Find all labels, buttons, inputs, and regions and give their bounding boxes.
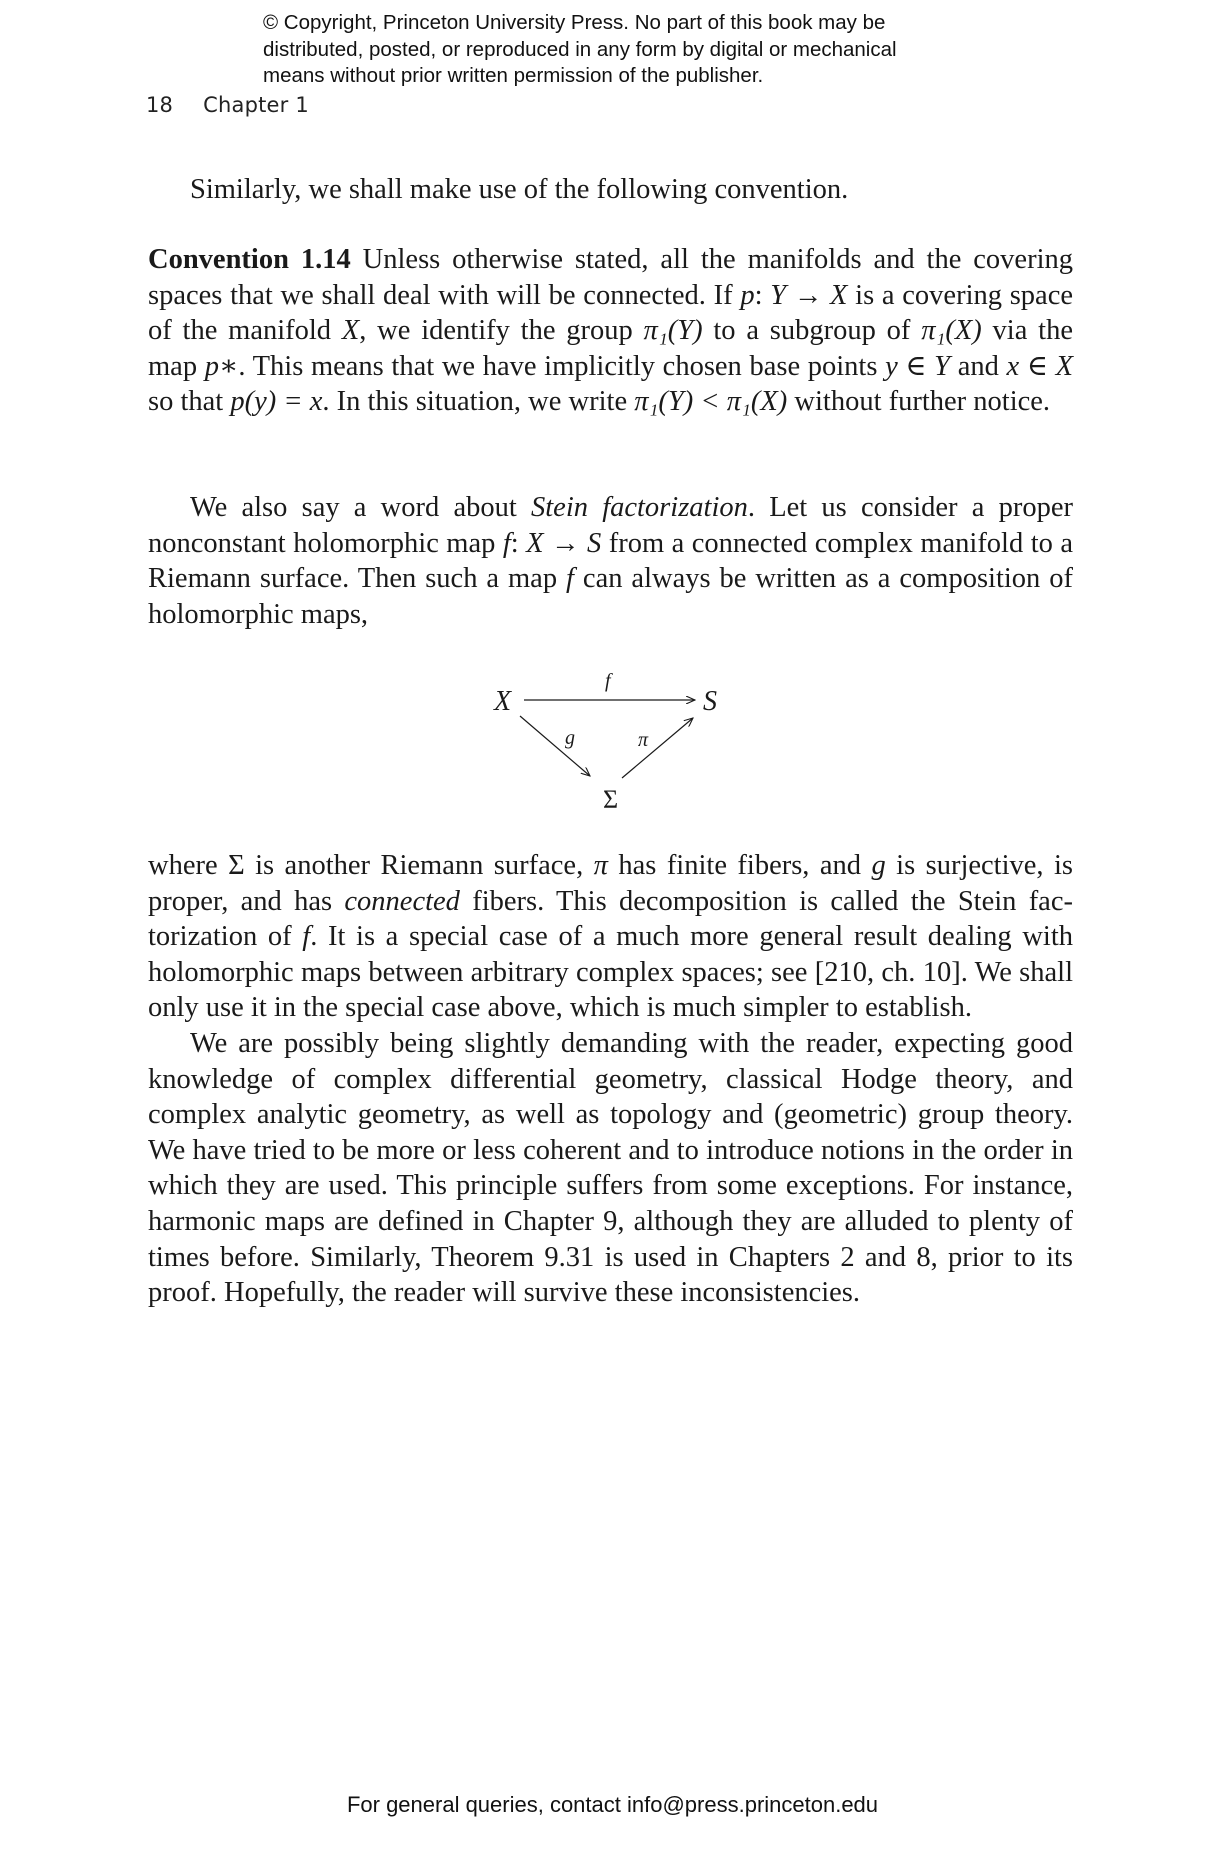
math: f: [502, 527, 511, 559]
math: x ∈ X: [1006, 350, 1073, 382]
math: y ∈ Y: [885, 350, 951, 382]
stein-explanation-paragraph: [148, 848, 1073, 1026]
text: →: [786, 279, 831, 311]
math: p(y) = x: [230, 386, 323, 418]
convention-label: Convention 1.14: [148, 244, 351, 275]
text: via the map: [148, 315, 1073, 382]
label-f: f: [605, 670, 611, 692]
copyright-line-1: © Copyright, Princeton University Press. No part of this book may be: [263, 11, 886, 34]
text: :: [754, 279, 771, 311]
copyright-line-2: distributed, posted, or reproduced in any form by digital or mechanical: [263, 37, 897, 61]
emphasis: Stein factorization: [531, 492, 748, 523]
text: is surjective, is proper, and has: [148, 850, 1074, 917]
math: π₁(X): [921, 315, 982, 347]
math: p: [740, 279, 755, 311]
text: fibers. This decomposition is called the Stein factorization of: [148, 885, 1073, 953]
arrow-pi: [622, 718, 693, 778]
text: has finite fibers, and: [607, 850, 872, 881]
text: without further notice.: [787, 386, 1051, 418]
copyright-notice: [263, 10, 983, 90]
text: to a subgroup of: [702, 315, 922, 347]
math: π₁(Y): [643, 315, 703, 347]
text: . This means that we have implicitly chosen base points: [238, 350, 886, 382]
math: p∗: [204, 350, 239, 382]
convention-paragraph: [148, 242, 1073, 420]
math: π: [593, 850, 608, 881]
running-head: [146, 93, 309, 117]
text: so that: [148, 386, 231, 418]
text: where Σ is another Riemann surface,: [148, 850, 594, 881]
math: Y: [770, 279, 787, 311]
node-Sigma: Σ: [603, 785, 619, 814]
text: . In this situation, we write: [322, 386, 635, 418]
page-number: 18: [146, 93, 174, 117]
text: from a connected complex manifold to a Riemann surface. Then such a map: [148, 527, 1073, 595]
emphasis: connected: [344, 885, 460, 917]
stein-factorization-diagram: [470, 660, 750, 820]
text: , we identify the group: [359, 315, 644, 347]
text: Unless otherwise stated, all the manifolds and the covering spaces that we shall deal with will be connected. If: [148, 244, 1073, 311]
math: g: [871, 850, 886, 881]
intro-paragraph-block: [148, 172, 1073, 208]
text: . Let us consider a proper nonconstant holomorphic map: [148, 492, 1073, 559]
arrow-g: [520, 716, 590, 776]
label-pi: π: [638, 729, 649, 751]
reader-note-paragraph: We are possibly being slightly demanding with the reader, expecting good knowledge of complex differential geometry, classical Hodge theory, and complex analytic geometry, as well as topology and (geometric) group theory. We have tried to be more or less coherent and to introduce notions in the order in which they are used. This principle suffers from some exceptions. For instance, harmonic maps are defined in Chapter 9, although they are alluded to plenty of times before. Similarly, Theorem 9.31 is used in Chapters 2 and 8, prior to its proof. Hopefully, the reader will survive these inconsistencies.: [148, 1027, 1073, 1309]
node-X: X: [494, 686, 512, 717]
convention-block: [148, 242, 1073, 420]
text: is a covering space of the manifold: [148, 279, 1073, 347]
stein-block: [148, 490, 1073, 632]
main-text-block: [148, 848, 1073, 1311]
math: X: [830, 279, 848, 311]
text: . It is a special case of a much more general result dealing with holomorphic maps between arbitrary complex spaces; see [210, ch. 10]. We shall only use it in the special case above, which is much simpler to establish.: [148, 921, 1073, 1024]
stein-paragraph: [148, 490, 1073, 632]
math: f: [566, 563, 574, 595]
node-S: S: [703, 686, 717, 717]
math: X → S: [526, 527, 602, 559]
text: can always be written as a composition of holomorphic maps,: [148, 563, 1073, 630]
math: X: [341, 315, 360, 347]
label-g: g: [565, 727, 575, 749]
intro-paragraph: Similarly, we shall make use of the following convention.: [190, 174, 849, 205]
copyright-line-3: means without prior written permission of the publisher.: [263, 64, 764, 87]
text: We also say a word about: [190, 492, 531, 523]
text: :: [510, 527, 527, 559]
footer-contact: For general queries, contact info@press.princeton.edu: [346, 1792, 879, 1817]
text: and: [950, 350, 1007, 382]
math: π₁(Y) < π₁(X): [634, 386, 788, 418]
math: f: [302, 921, 311, 953]
chapter-label: Chapter 1: [203, 93, 309, 117]
